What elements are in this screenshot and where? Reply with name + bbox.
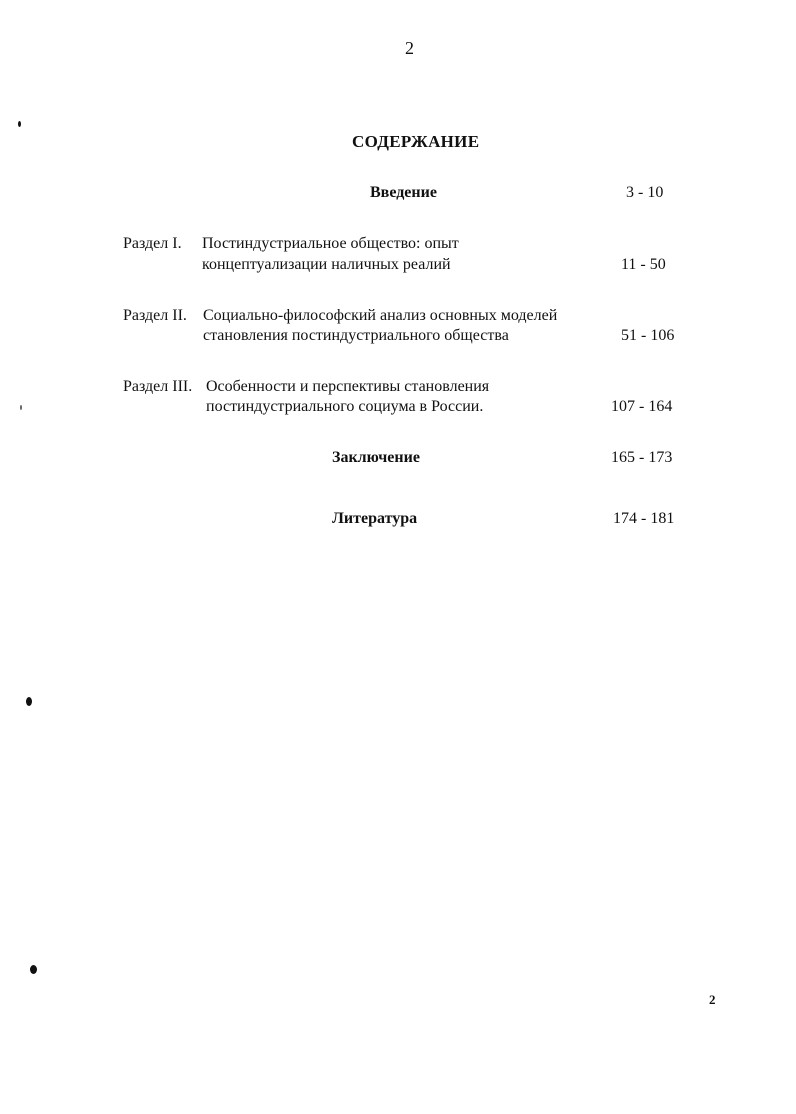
page-number-top: 2 [405,38,414,58]
toc-section3-line1: Особенности и перспективы становления [206,378,490,395]
toc-conclusion-label: Заключение [332,449,420,466]
toc-intro-pages: 3 - 10 [626,184,664,201]
scan-speck [26,697,32,706]
toc-title: СОДЕРЖАНИЕ [352,132,480,151]
toc-literature-label: Литература [332,510,418,527]
scan-speck [20,405,22,410]
scan-speck [30,965,37,974]
scan-speck [18,121,21,127]
toc-section1-line2: концептуализации наличных реалий [202,256,451,273]
toc-section3-pages: 107 - 164 [611,398,673,415]
toc-section2-pages: 51 - 106 [621,327,675,344]
toc-section2-line1: Социально-философский анализ основных моделей [203,307,558,324]
toc-conclusion-pages: 165 - 173 [611,449,673,466]
toc-section3-line2: постиндустриального социума в России. [206,398,484,415]
toc-section1-pages: 11 - 50 [621,256,666,273]
toc-section1-line1: Постиндустриальное общество: опыт [202,235,459,252]
page-number-bottom: 2 [709,992,716,1007]
toc-section2-line2: становления постиндустриального общества [203,327,509,344]
toc-section1-prefix: Раздел I. [123,235,182,252]
toc-literature-pages: 174 - 181 [613,510,675,527]
toc-intro-label: Введение [370,184,437,201]
toc-section2-prefix: Раздел II. [123,307,187,324]
toc-section3-prefix: Раздел III. [123,378,193,395]
